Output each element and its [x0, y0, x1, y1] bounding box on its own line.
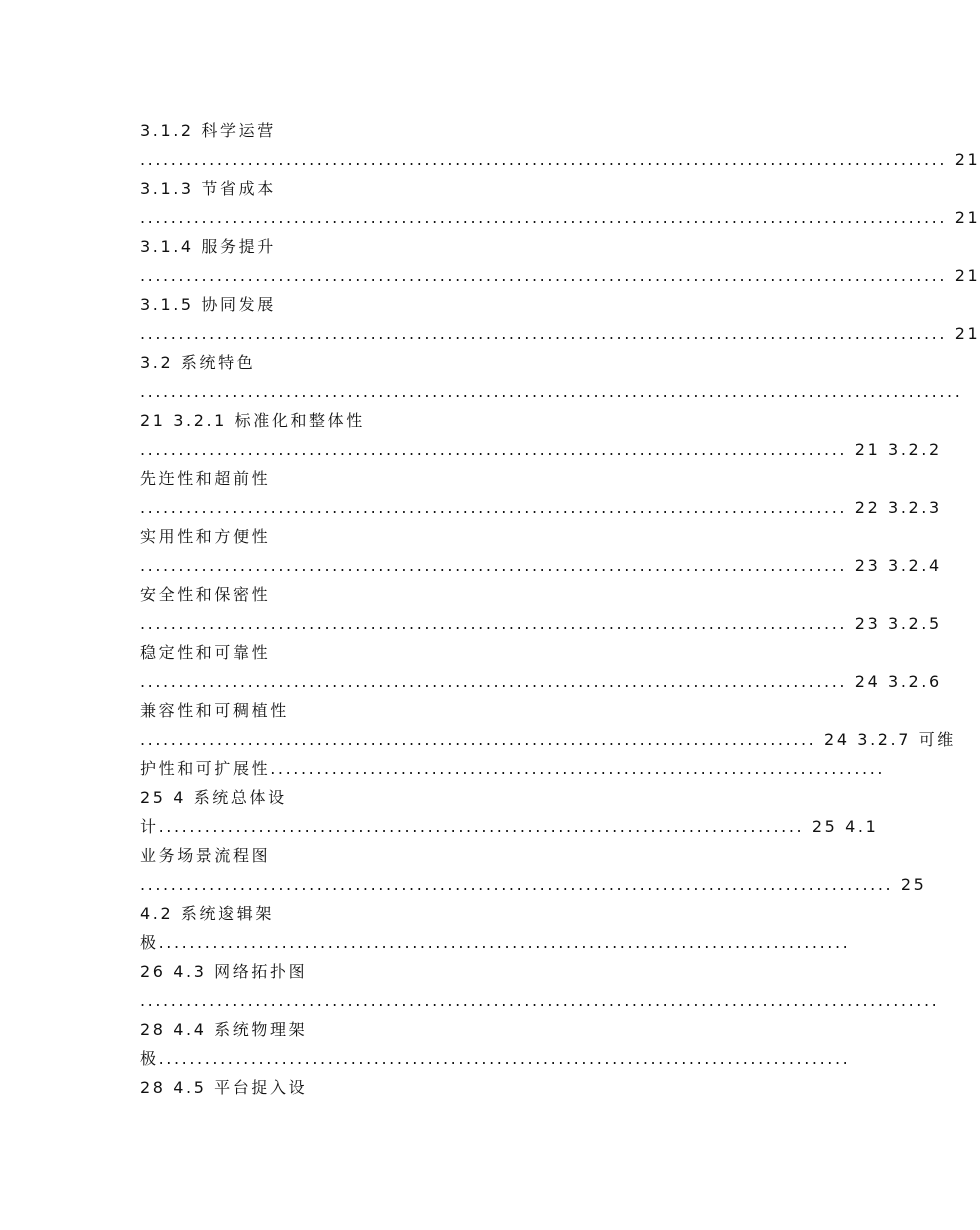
toc-line: ............................................................................................ 24 3.2.6: [140, 672, 942, 691]
toc-line: 稳定性和可靠性: [140, 643, 271, 662]
toc-line: 28 4.4 系统物理架: [140, 1020, 308, 1039]
toc-line: 3.2 系统特色: [140, 353, 256, 372]
toc-line: 先迕性和超前性: [140, 469, 271, 488]
toc-line: ......................................................................................................... 21: [140, 150, 980, 169]
toc-line: 安全性和保密性: [140, 585, 271, 604]
toc-line: 业务场景流程图: [140, 846, 271, 865]
toc-line: 3.1.2 科学运营: [140, 121, 276, 140]
toc-line: 实用性和方便性: [140, 527, 271, 546]
toc-line: 3.1.3 节省成本: [140, 179, 276, 198]
table-of-contents: [140, 116, 980, 1102]
toc-line: 21 3.2.1 标准化和整体性: [140, 411, 365, 430]
toc-line: 26 4.3 网络拓扑图: [140, 962, 308, 981]
toc-line: ............................................................................................ 21 3.2.2: [140, 440, 942, 459]
toc-line: ......................................................................................................... 21: [140, 208, 980, 227]
toc-line: ...........................................................................................................: [140, 382, 963, 401]
toc-line: 计.................................................................................... 25 4.1: [140, 817, 879, 836]
toc-line: 护性和可扩展性................................................................................: [140, 759, 886, 778]
toc-line: 极..........................................................................................: [140, 1049, 851, 1068]
toc-line: ............................................................................................ 23 3.2.5: [140, 614, 942, 633]
toc-line: 极..........................................................................................: [140, 933, 851, 952]
toc-line: ......................................................................................................... 21: [140, 266, 980, 285]
toc-line: ......................................................................................................... 21: [140, 324, 980, 343]
toc-line: .................................................................................................. 25: [140, 875, 927, 894]
toc-line: ............................................................................................ 23 3.2.4: [140, 556, 942, 575]
toc-line: 兼容性和可稠植性: [140, 701, 289, 720]
toc-line: 3.1.4 服务提升: [140, 237, 276, 256]
toc-line: ........................................................................................ 24 3.2.7 可维: [140, 730, 956, 749]
toc-line: 3.1.5 协同发展: [140, 295, 276, 314]
toc-line: 4.2 系统逡辑架: [140, 904, 274, 923]
toc-line: ........................................................................................................: [140, 991, 940, 1010]
toc-line: 25 4 系统总体设: [140, 788, 287, 807]
toc-line: ............................................................................................ 22 3.2.3: [140, 498, 942, 517]
toc-line: 28 4.5 平台捉入设: [140, 1078, 308, 1097]
